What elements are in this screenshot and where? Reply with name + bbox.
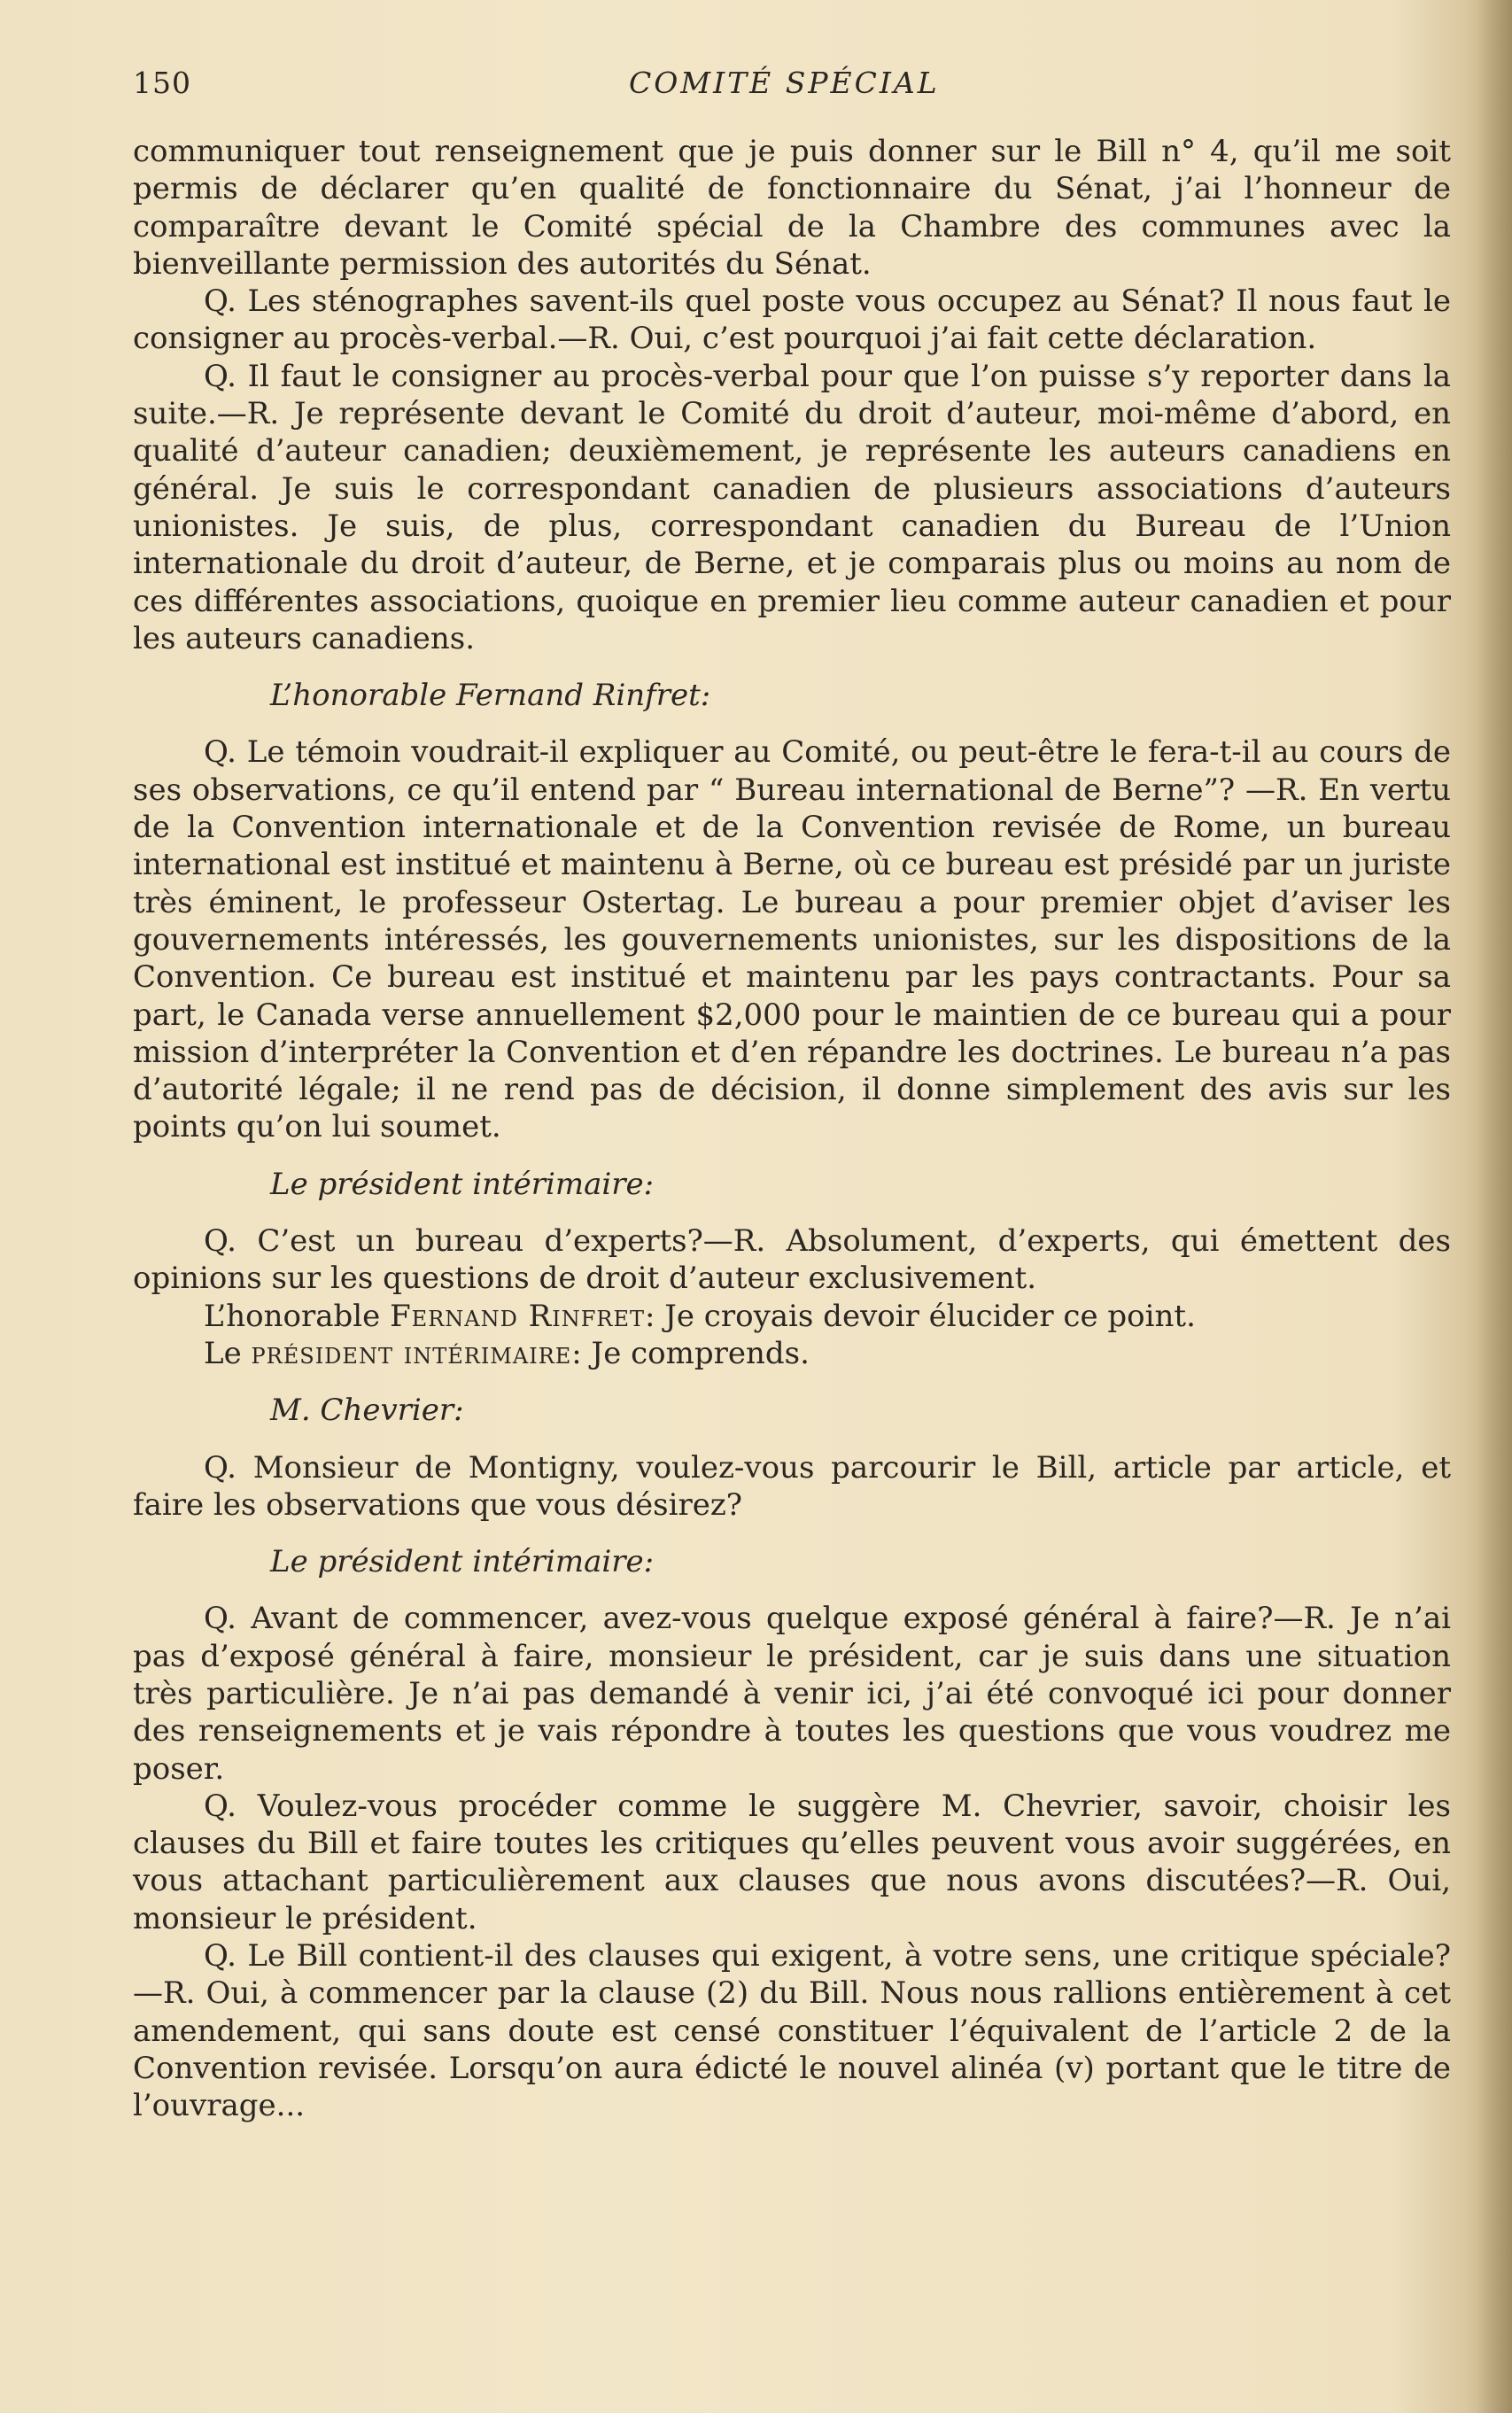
paragraph-6-name: Fernand Rinfret (390, 1298, 645, 1334)
paragraph-5: Q. C’est un bureau d’experts?—R. Absolument, d’experts, qui émettent des opinions sur les questions de droit d’auteur exclusivement. (133, 1223, 1451, 1297)
paragraph-7 (133, 1335, 1451, 1372)
speaker-heading-chevrier: M. Chevrier: (270, 1393, 464, 1429)
paragraph-9: Q. Avant de commencer, avez-vous quelque exposé général à faire?—R. Je n’ai pas d’exposé général à faire, monsieur le président, car je suis dans une situation très particulière. Je n’ai pas demandé à venir ici, j’ai été convoqué ici pour donner des renseignements et je vais répondre à toutes les questions que vous voudrez me poser. (133, 1601, 1451, 1787)
page-header (133, 66, 1453, 110)
paragraph-6-rest: : Je croyais devoir élucider ce point. (644, 1298, 1196, 1334)
paragraph-7-rest: : Je comprends. (571, 1335, 810, 1371)
page-number: 150 (133, 66, 191, 100)
speaker-heading-president-1: Le président intérimaire: (270, 1166, 655, 1202)
paragraph-10: Q. Voulez-vous procéder comme le suggère M. Chevrier, savoir, choisir les clauses du Bill et faire toutes les critiques qu’elles peuvent vous avoir suggérées, en vous attachant particulièrement aux clauses que nous avons discutées?—R. Oui, monsieur le président. (133, 1788, 1451, 1936)
paragraph-6 (133, 1298, 1451, 1335)
paragraph-4: Q. Le témoin voudrait-il expliquer au Comité, ou peut-être le fera-t-il au cours de ses observations, ce qu’il entend par “ Bureau international de Berne”? —R. En vertu de la Convention internationale et de la Convention revisée de Rome, un bureau international est institué et maintenu à Berne, où ce bureau est présidé par un juriste très éminent, le professeur Ostertag. Le bureau a pour premier objet d’aviser les gouvernements intéressés, les gouvernements unionistes, sur les dispositions de la Convention. Ce bureau est institué et maintenu par les pays contractants. Pour sa part, le Canada verse annuellement $2,000 pour le maintien de ce bureau qui a pour mission d’interpréter la Convention et d’en répandre les doctrines. Le bureau n’a pas d’autorité légale; il ne rend pas de décision, il donne simplement des avis sur les points qu’on lui soumet. (133, 734, 1451, 1145)
paragraph-7-lead: Le (204, 1335, 242, 1371)
binding-shadow (1477, 0, 1512, 2413)
paragraph-1: communiquer tout renseignement que je puis donner sur le Bill n° 4, qu’il me soit permis de déclarer qu’en qualité de fonctionnaire du Sénat, j’ai l’honneur de comparaître devant le Comité spécial de la Chambre des communes avec la bienveillante permission des autorités du Sénat. (133, 134, 1451, 282)
speaker-heading-president-2: Le président intérimaire: (270, 1544, 655, 1580)
paragraph-11: Q. Le Bill contient-il des clauses qui exigent, à votre sens, une critique spéciale?—R. Oui, à commencer par la clause (2) du Bill. Nous nous rallions entièrement à cet amendement, qui sans doute est censé constituer l’équivalent de l’article 2 de la Convention revisée. Lorsqu’on aura édicté le nouvel alinéa (v) portant que le titre de l’ouvrage... (133, 1938, 1451, 2124)
paragraph-6-lead: L’honorable (204, 1298, 381, 1334)
body-text (133, 133, 1451, 2125)
paragraph-3: Q. Il faut le consigner au procès-verbal pour que l’on puisse s’y reporter dans la suite.—R. Je représente devant le Comité du droit d’auteur, moi-même d’abord, en qualité d’auteur canadien; deuxièmement, je représente les auteurs canadiens en général. Je suis le correspondant canadien de plusieurs associations d’auteurs unionistes. Je suis, de plus, correspondant canadien du Bureau de l’Union internationale du droit d’auteur, de Berne, et je comparais plus ou moins au nom de ces différentes associations, quoique en premier lieu comme auteur canadien et pour les auteurs canadiens. (133, 358, 1451, 656)
paragraph-8: Q. Monsieur de Montigny, voulez-vous parcourir le Bill, article par article, et faire les observations que vous désirez? (133, 1449, 1451, 1523)
running-title: COMITÉ SPÉCIAL (629, 66, 940, 100)
paragraph-2: Q. Les sténographes savent-ils quel poste vous occupez au Sénat? Il nous faut le consigner au procès-verbal.—R. Oui, c’est pourquoi j’ai fait cette déclaration. (133, 283, 1451, 357)
paragraph-7-name: président intérimaire (251, 1335, 572, 1371)
speaker-heading-rinfret: L’honorable Fernand Rinfret: (270, 678, 711, 714)
